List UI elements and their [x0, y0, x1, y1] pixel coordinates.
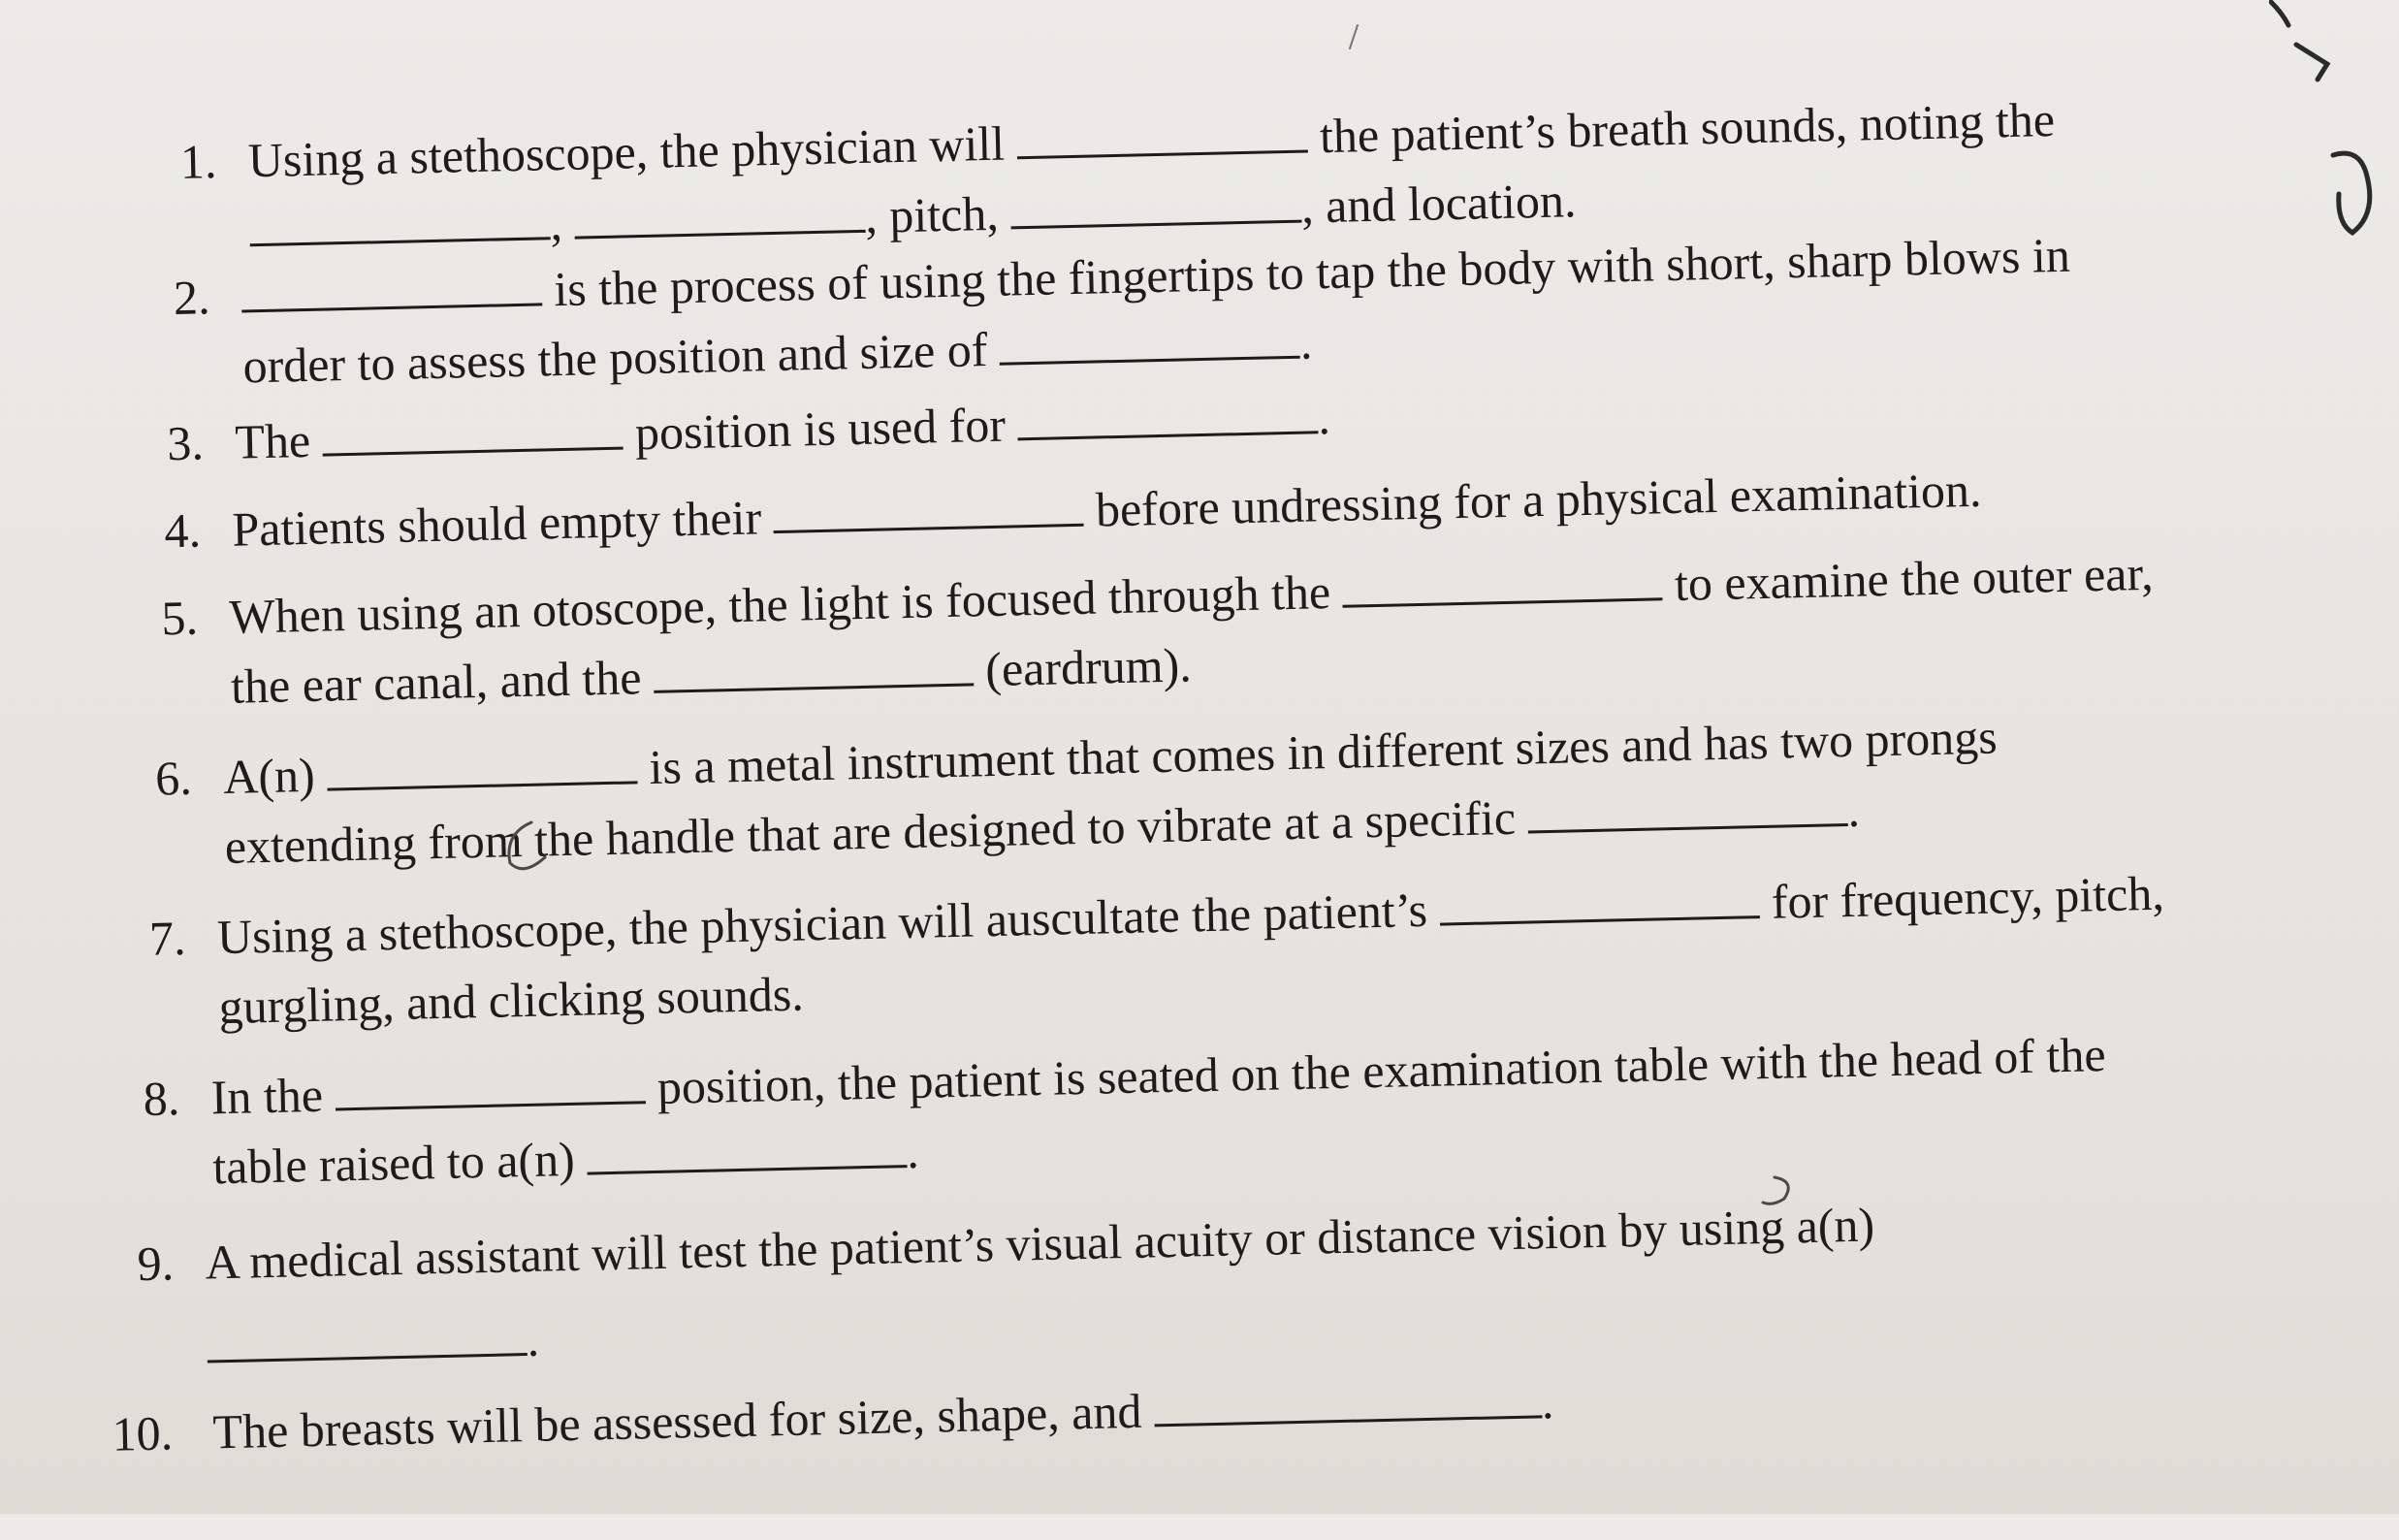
answer-blank[interactable] — [587, 1126, 908, 1174]
question-text: . — [1317, 390, 1331, 445]
question-text: position, the patient is seated on the examination table with the head of the — [656, 1027, 2107, 1114]
question-text: table raised to a(n) — [211, 1131, 576, 1195]
answer-blank[interactable] — [999, 317, 1300, 366]
question-text: In the — [210, 1067, 324, 1125]
question-8 — [143, 1019, 2108, 1203]
question-text: gurgling, and clicking sounds. — [217, 966, 805, 1035]
question-number: 5. — [160, 590, 199, 646]
answer-blank[interactable] — [653, 644, 974, 692]
question-number: 9. — [136, 1235, 175, 1292]
answer-blank[interactable] — [335, 1062, 646, 1110]
question-text: for frequency, pitch, — [1771, 865, 2165, 929]
question-text: The breasts will be assessed for size, shape, and — [211, 1383, 1142, 1460]
answer-blank[interactable] — [240, 264, 542, 312]
question-number: 3. — [166, 415, 205, 471]
question-text: . — [906, 1123, 920, 1179]
question-text: Using a stethoscope, the physician will — [247, 115, 1006, 188]
answer-blank[interactable] — [322, 408, 624, 457]
question-9-line-2 — [207, 1304, 540, 1382]
answer-blank[interactable] — [1439, 877, 1760, 925]
question-text: is the process of using the fingertips to tap the body with short, sharp blows in — [553, 227, 2071, 317]
question-number: 1. — [179, 134, 217, 189]
question-text: . — [526, 1311, 540, 1367]
question-text: the patient’s breath sounds, noting the — [1319, 91, 2056, 164]
question-number: 4. — [163, 502, 202, 559]
question-text: before undressing for a physical examination. — [1095, 462, 1982, 537]
question-10 — [112, 1366, 1554, 1469]
question-5 — [161, 538, 2156, 723]
question-text: (eardrum). — [984, 637, 1193, 697]
question-number: 7. — [148, 910, 187, 966]
question-text: . — [1299, 314, 1313, 369]
answer-blank[interactable] — [1017, 392, 1319, 440]
answer-blank[interactable] — [1527, 785, 1848, 833]
question-text: order to assess the position and size of — [241, 322, 988, 394]
question-7 — [148, 858, 2166, 1043]
question-text: . — [1541, 1374, 1554, 1429]
answer-blank[interactable] — [207, 1314, 528, 1363]
question-text: the ear canal, and the — [230, 650, 643, 714]
answer-blank[interactable] — [773, 485, 1084, 533]
question-number: 2. — [173, 270, 211, 326]
answer-blank[interactable] — [1010, 181, 1302, 230]
question-text: extending from the handle that are designed to vibrate at a specific — [224, 789, 1517, 874]
question-text: , pitch, — [864, 185, 1000, 243]
answer-blank[interactable] — [327, 742, 638, 790]
question-number: 6. — [154, 750, 193, 806]
question-text: Patients should empty their — [231, 490, 762, 557]
question-text: , and location. — [1300, 173, 1577, 234]
question-text: When using an otoscope, the light is focused through the — [228, 564, 1331, 644]
answer-blank[interactable] — [1016, 111, 1308, 159]
answer-blank[interactable] — [574, 191, 866, 240]
answer-blank[interactable] — [249, 198, 551, 246]
question-text: position is used for — [634, 397, 1007, 461]
question-number: 8. — [143, 1071, 180, 1126]
question-text: The — [234, 412, 311, 469]
question-text: . — [1846, 782, 1861, 838]
question-number: 10. — [111, 1405, 174, 1461]
answer-blank[interactable] — [1342, 559, 1663, 607]
question-text: A(n) — [222, 747, 316, 804]
question-text: A medical assistant will test the patient’s visual acuity or distance vision by using a(n) — [204, 1197, 1875, 1290]
question-6 — [154, 702, 1999, 883]
question-text: , — [549, 195, 563, 251]
answer-blank[interactable] — [1153, 1376, 1542, 1427]
question-text: to examine the outer ear, — [1674, 545, 2155, 611]
question-9 — [137, 1190, 1875, 1299]
question-text: is a metal instrument that comes in different sizes and has two prongs — [648, 709, 1999, 795]
question-text: Using a stethoscope, the physician will auscultate the patient’s — [216, 882, 1428, 965]
